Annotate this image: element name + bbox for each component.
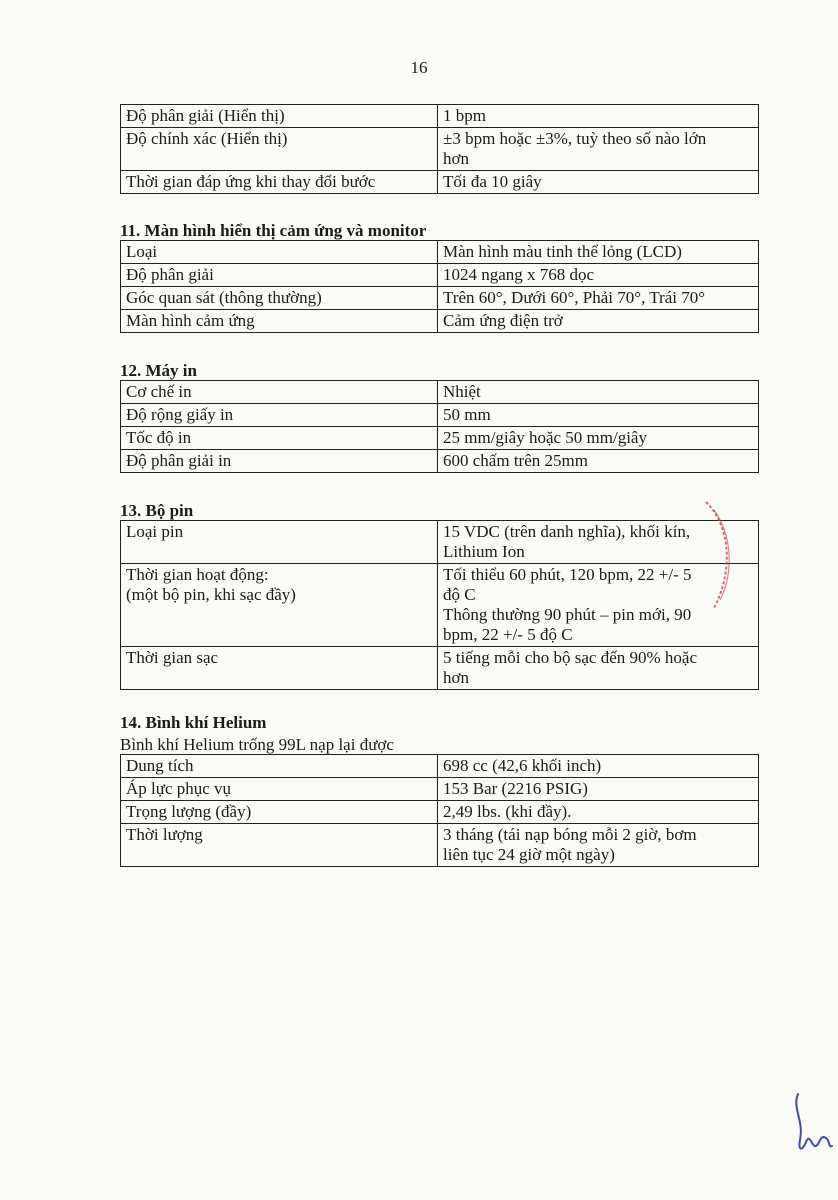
spec-label: Cơ chế in [121,381,438,404]
spec-label: Độ phân giải (Hiển thị) [121,105,438,128]
spec-value-line: hơn [443,668,469,687]
table-row [121,171,759,194]
table-row [121,264,759,287]
spec-value: 1 bpm [438,105,759,128]
spec-label: Loại [121,241,438,264]
spec-value [438,824,759,867]
table-row [121,647,759,690]
spec-label: Độ phân giải [121,264,438,287]
spec-value-line: ±3 bpm hoặc ±3%, tuỳ theo số nào lớn [443,129,707,148]
spec-value-line: 3 tháng (tái nạp bóng mỗi 2 giờ, bơm [443,825,697,844]
spec-label: Độ chính xác (Hiển thị) [121,128,438,171]
table-row [121,564,759,647]
spec-value: Tối đa 10 giây [438,171,759,194]
spec-label-line: Thời lượng [126,825,203,844]
spec-value: 2,49 lbs. (khi đầy). [438,801,759,824]
spec-label: Tốc độ in [121,427,438,450]
section-14 [120,714,758,867]
spec-value-line: 15 VDC (trên danh nghĩa), khối kín, [443,522,691,541]
table-row [121,755,759,778]
spec-label: Độ rộng giấy in [121,404,438,427]
page-number: 16 [410,58,428,77]
spec-value-line: Thông thường 90 phút – pin mới, 90 [443,605,692,624]
table-row [121,105,759,128]
spec-value-line: bpm, 22 +/- 5 độ C [443,625,573,644]
spec-value-line: Tối thiểu 60 phút, 120 bpm, 22 +/- 5 [443,565,692,584]
top-spec-table [120,104,759,194]
section-heading: 11. Màn hình hiển thị cảm ứng và monitor [120,221,427,240]
helium-spec-table [120,754,759,867]
spec-value [438,128,759,171]
spec-label-line: Thời gian hoạt động: [126,565,269,584]
spec-label: Góc quan sát (thông thường) [121,287,438,310]
section-11 [120,222,758,333]
section-intro: Bình khí Helium trống 99L nạp lại được [120,735,394,754]
spec-value-line: 5 tiếng mỗi cho bộ sạc đến 90% hoặc [443,648,697,667]
spec-value: Màn hình màu tinh thể lỏng (LCD) [438,241,759,264]
spec-label [121,647,438,690]
spec-value: 50 mm [438,404,759,427]
spec-label: Áp lực phục vụ [121,778,438,801]
spec-label: Độ phân giải in [121,450,438,473]
table-row [121,381,759,404]
top-spec-block [120,104,758,194]
spec-value: 1024 ngang x 768 dọc [438,264,759,287]
spec-value-line: Lithium Ion [443,542,525,561]
spec-value: 600 chấm trên 25mm [438,450,759,473]
spec-label: Thời gian đáp ứng khi thay đổi bước [121,171,438,194]
stamp-edge-mark [700,500,740,610]
spec-value-line: liên tục 24 giờ một ngày) [443,845,615,864]
table-row [121,128,759,171]
table-row [121,404,759,427]
spec-label [121,521,438,564]
section-13 [120,502,758,690]
table-row [121,824,759,867]
spec-value: Trên 60°, Dưới 60°, Phải 70°, Trái 70° [438,287,759,310]
section-heading: 12. Máy in [120,361,197,380]
spec-value: 25 mm/giây hoặc 50 mm/giây [438,427,759,450]
spec-value: Cảm ứng điện trở [438,310,759,333]
table-row [121,450,759,473]
spec-label [121,824,438,867]
spec-value: 698 cc (42,6 khối inch) [438,755,759,778]
spec-label [121,564,438,647]
table-row [121,287,759,310]
table-row [121,427,759,450]
spec-value-line: hơn [443,149,469,168]
display-spec-table [120,240,759,333]
spec-label: Trọng lượng (đầy) [121,801,438,824]
spec-label: Màn hình cảm ứng [121,310,438,333]
spec-value-line: độ C [443,585,476,604]
spec-value: Nhiệt [438,381,759,404]
battery-spec-table [120,520,759,690]
printer-spec-table [120,380,759,473]
spec-label: Dung tích [121,755,438,778]
spec-label-line: Thời gian sạc [126,648,219,667]
signature-initials-mark [790,1090,834,1160]
spec-value: 153 Bar (2216 PSIG) [438,778,759,801]
table-row [121,310,759,333]
table-row [121,521,759,564]
spec-label-line: (một bộ pin, khi sạc đầy) [126,585,296,604]
section-12 [120,362,758,473]
spec-label-line: Loại pin [126,522,184,541]
table-row [121,801,759,824]
table-row [121,778,759,801]
section-heading: 14. Bình khí Helium [120,713,267,732]
table-row [121,241,759,264]
section-heading: 13. Bộ pin [120,501,194,520]
spec-value [438,647,759,690]
